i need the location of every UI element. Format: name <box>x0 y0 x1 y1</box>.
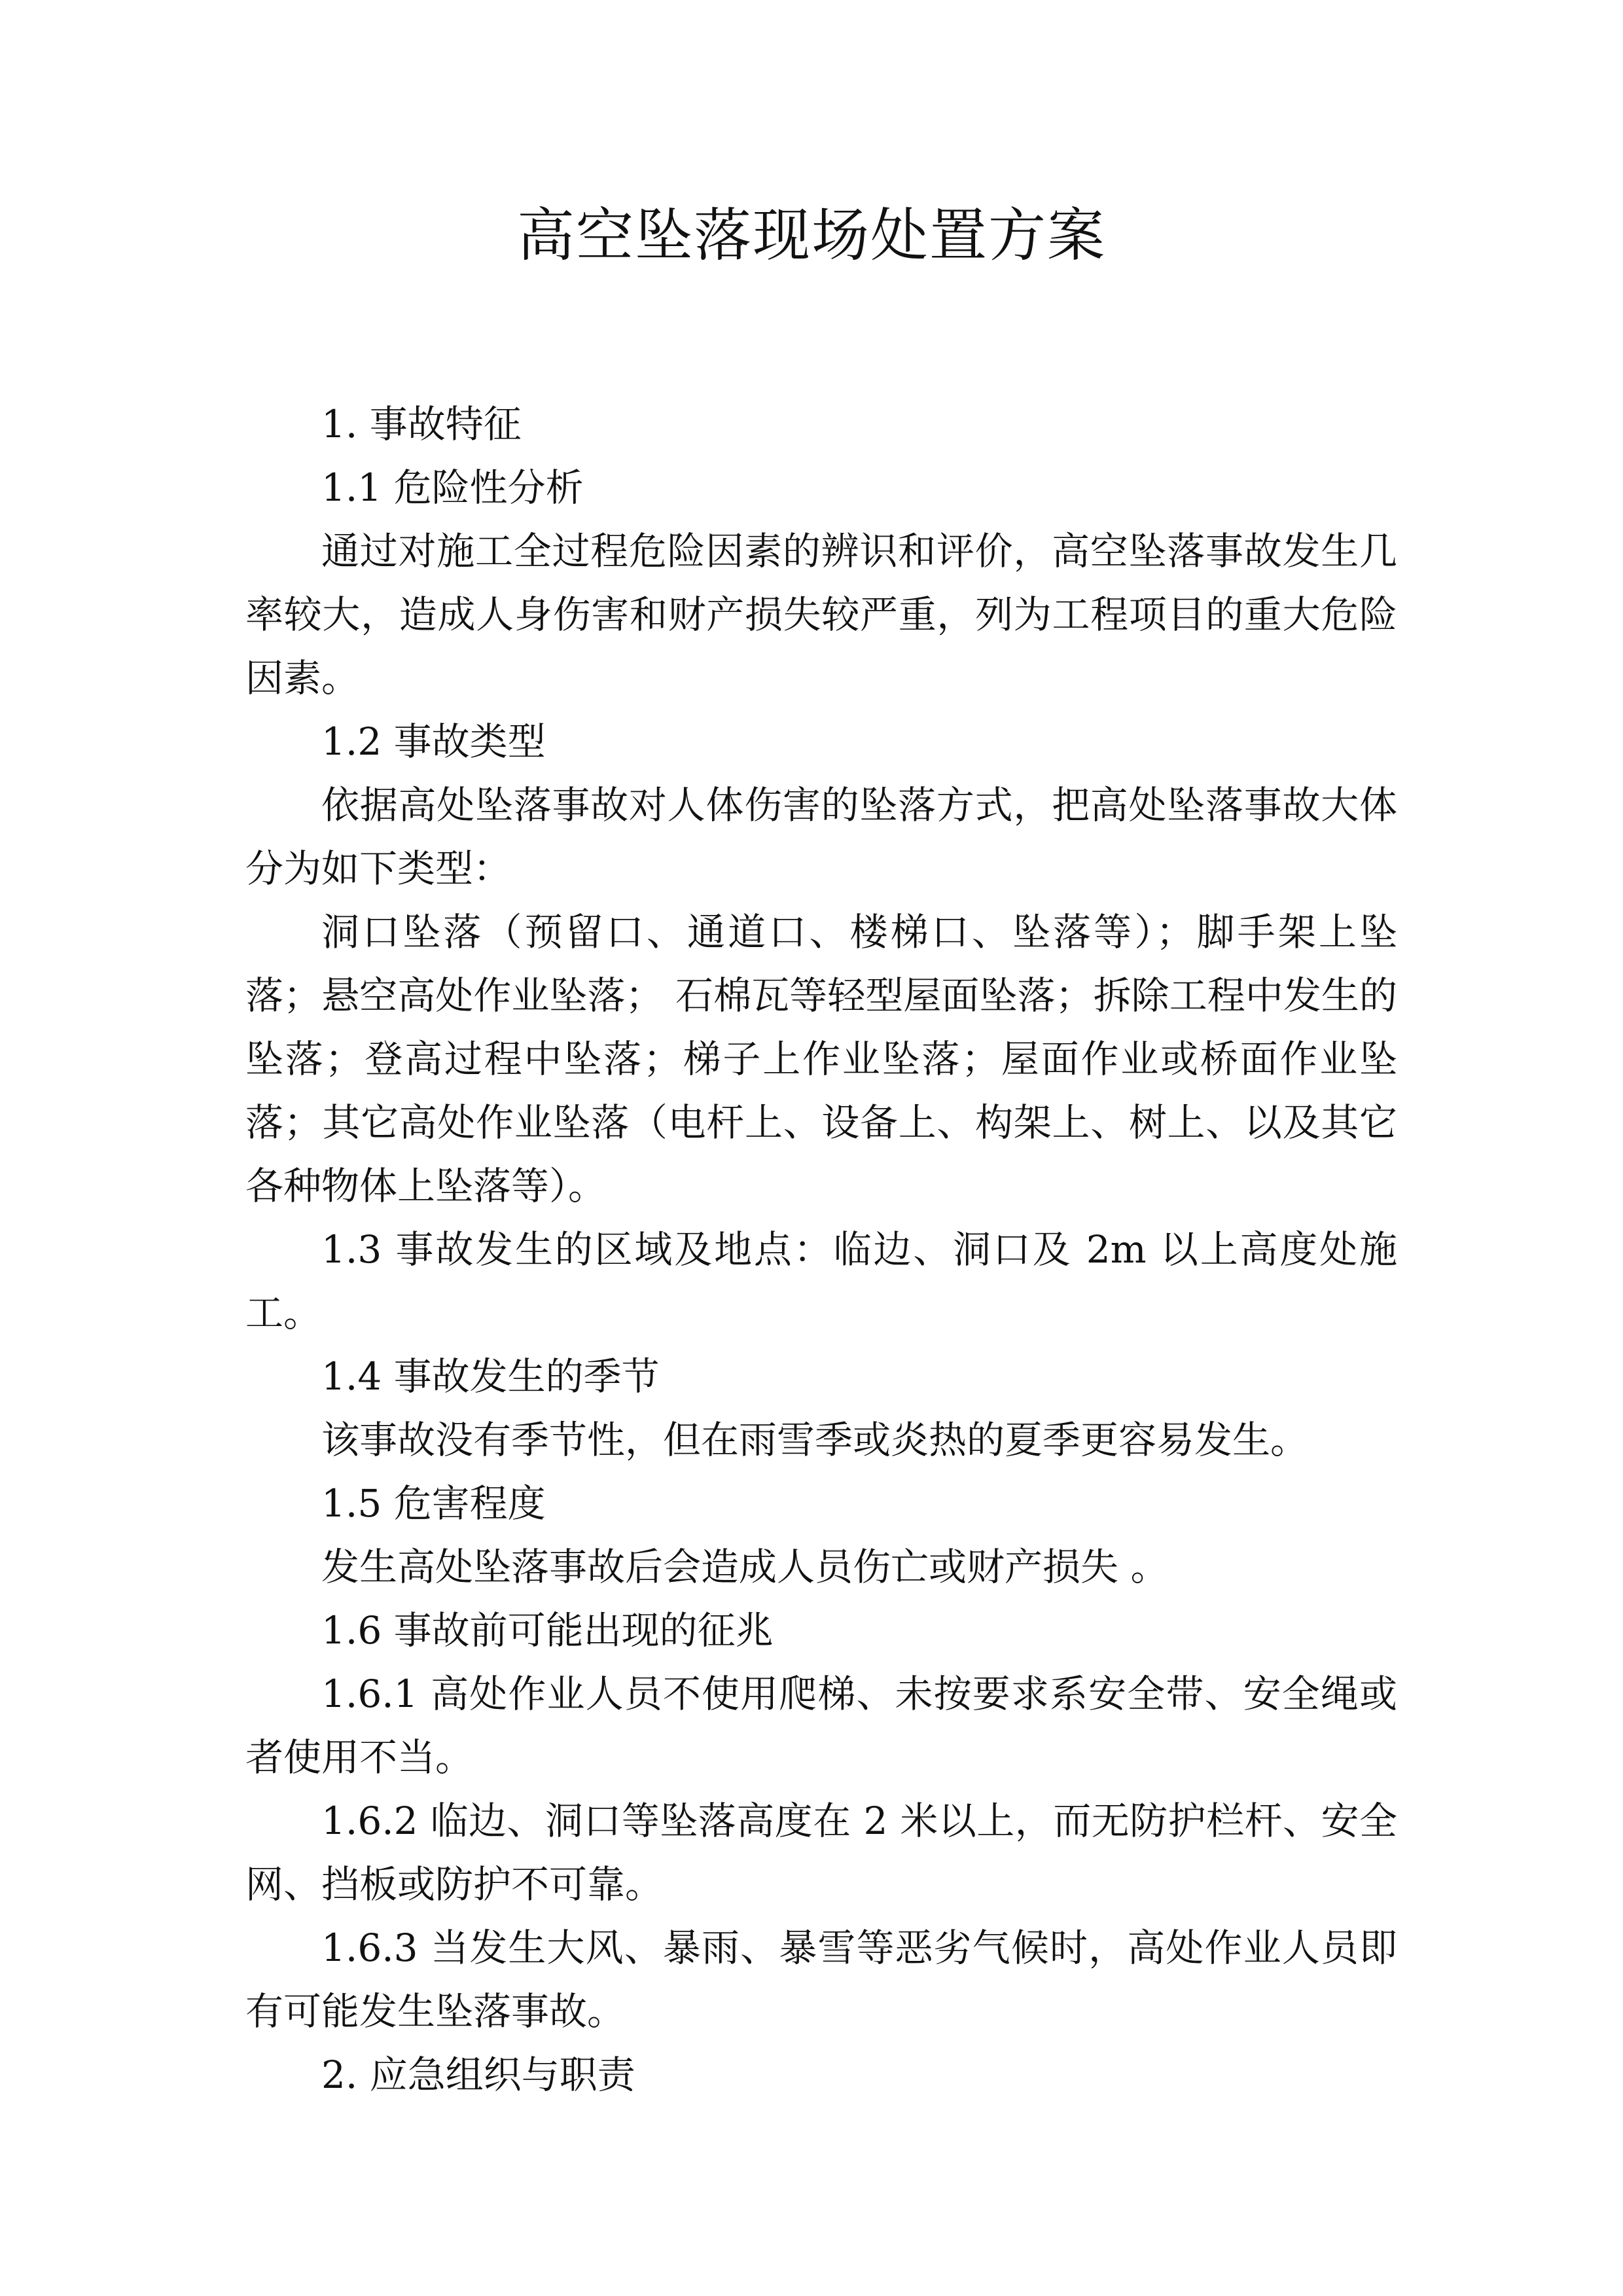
paragraph-accident-types-intro: 依据高处坠落事故对人体伤害的坠落方式，把高处坠落事故大体分为如下类型： <box>245 783 1397 891</box>
subsection-heading-1-2: 1.2 事故类型 <box>321 719 546 764</box>
paragraph-harm-degree: 发生高处坠落事故后会造成人员伤亡或财产损失 。 <box>321 1545 1169 1589</box>
section-heading-1: 1. 事故特征 <box>321 402 522 446</box>
subsection-heading-1-5: 1.5 危害程度 <box>321 1481 546 1526</box>
paragraph-sign-1-6-2: 1.6.2 临边、洞口等坠落高度在 2 米以上，而无防护栏杆、安全网、挡板或防护不可靠。 <box>245 1799 1397 1907</box>
paragraph-sign-1-6-1: 1.6.1 高处作业人员不使用爬梯、未按要求系安全带、安全绳或者使用不当。 <box>245 1672 1397 1780</box>
subsection-heading-1-6: 1.6 事故前可能出现的征兆 <box>321 1608 774 1653</box>
section-heading-2: 2. 应急组织与职责 <box>321 2053 635 2097</box>
subsection-heading-1-1: 1.1 危险性分析 <box>321 465 584 510</box>
document-body <box>245 393 1397 2107</box>
document-title: 高空坠落现场处置方案 <box>516 202 1106 269</box>
paragraph-accident-location: 1.3 事故发生的区域及地点：临边、洞口及 2m 以上高度处施工。 <box>245 1227 1397 1335</box>
paragraph-accident-types-list: 洞口坠落（预留口、通道口、楼梯口、坠落等）；脚手架上坠落；悬空高处作业坠落； 石棉瓦等轻型屋面坠落；拆除工程中发生的坠落；登高过程中坠落；梯子上作业坠落；屋面作业或桥面作业坠落；其它高处作业坠落（电杆上、设备上、构架上、树上、以及其它各种物体上坠落等）。 <box>245 910 1397 1208</box>
paragraph-risk-analysis: 通过对施工全过程危险因素的辨识和评价，高空坠落事故发生几率较大，造成人身伤害和财产损失较严重，列为工程项目的重大危险因素。 <box>245 529 1397 700</box>
paragraph-sign-1-6-3: 1.6.3 当发生大风、暴雨、暴雪等恶劣气候时，高处作业人员即有可能发生坠落事故。 <box>245 1926 1397 2034</box>
paragraph-season: 该事故没有季节性，但在雨雪季或炎热的夏季更容易发生。 <box>321 1418 1309 1462</box>
subsection-heading-1-4: 1.4 事故发生的季节 <box>321 1354 660 1399</box>
